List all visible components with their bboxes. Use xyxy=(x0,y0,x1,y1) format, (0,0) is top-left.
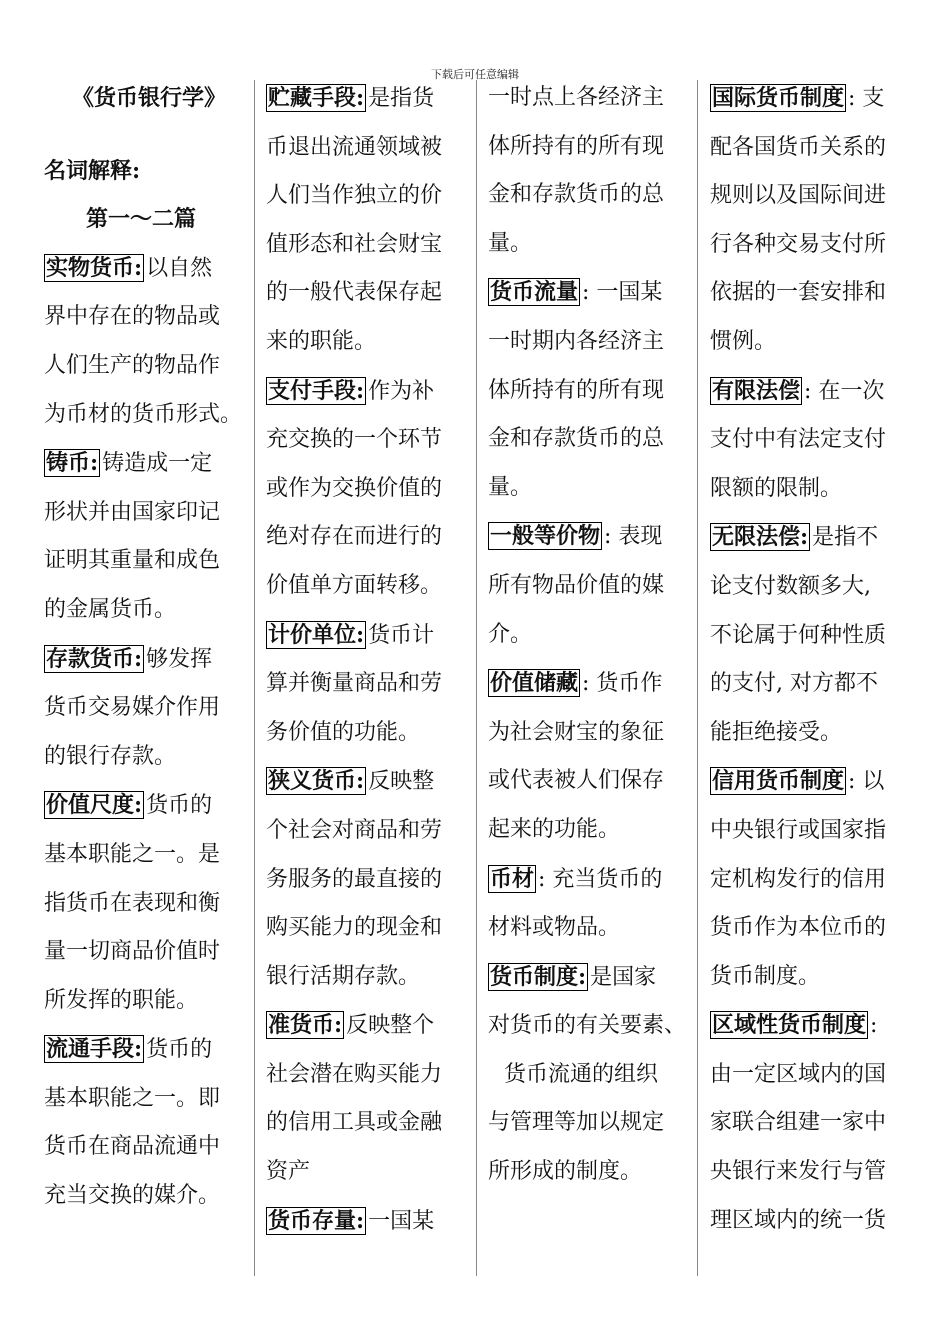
definition-line: 金和存款货币的总 xyxy=(488,182,665,208)
definition-line: 价值储藏 : 货币作 xyxy=(490,670,663,697)
definition-line: 的信用工具或金融 xyxy=(266,1110,443,1136)
definition-line: 人们生产的物品作 xyxy=(44,352,221,378)
definition-line: 国际货币制度 : 支 xyxy=(712,85,885,111)
definition-line: 货币在商品流通中 xyxy=(44,1134,221,1160)
definition-line: 行各种交易支付所 xyxy=(710,231,887,257)
definition-line: 值形态和社会财宝 xyxy=(266,231,443,257)
definition-line: 的金属货币。 xyxy=(44,596,177,622)
definition-line: 狭义货币: 反映整 xyxy=(268,768,435,795)
term-label: 国际货币制度 xyxy=(712,85,845,111)
definition-line: 货币流通的组织 xyxy=(504,1061,659,1087)
definition-line: 基本职能之一。即 xyxy=(44,1085,221,1111)
definition-line: 不论属于何种性质 xyxy=(710,622,887,648)
column-divider xyxy=(476,80,477,1276)
definition-line: 务价值的功能。 xyxy=(266,719,421,745)
definition-line: 价值尺度: 货币的 xyxy=(46,792,213,819)
definition-line: 个社会对商品和劳 xyxy=(266,817,443,843)
definition-line: 由一定区域内的国 xyxy=(710,1061,887,1087)
definition-line: 的银行存款。 xyxy=(44,743,177,769)
definition-line: 为币材的货币形式。 xyxy=(44,401,243,427)
definition-line: 家联合组建一家中 xyxy=(710,1110,887,1136)
term-label: 一般等价物 xyxy=(490,523,601,550)
definition-line: 量。 xyxy=(488,230,533,256)
definition-line: 计价单位: 货币计 xyxy=(268,621,435,648)
term-label: 无限法偿: xyxy=(712,524,809,551)
definition-line: 量一切商品价值时 xyxy=(44,939,221,965)
definition-line: 货币制度。 xyxy=(710,963,821,989)
term-label: 价值储藏 xyxy=(490,670,579,697)
definition-line: 支付中有法定支付 xyxy=(710,427,887,453)
definition-line: 量。 xyxy=(488,474,533,500)
definition-line: 或作为交换价值的 xyxy=(266,475,443,501)
definition-line: 绝对存在而进行的 xyxy=(266,524,443,550)
definition-line: 人们当作独立的价 xyxy=(266,183,443,209)
term-label: 存款货币: xyxy=(46,645,143,672)
term-label: 货币制度: xyxy=(490,963,587,990)
term-label: 准货币: xyxy=(268,1012,343,1039)
definition-line: 规则以及国际间进 xyxy=(710,183,887,209)
definition-line: 贮藏手段: 是指货 xyxy=(268,85,435,111)
definition-line: 配各国货币关系的 xyxy=(710,134,887,160)
definition-line: 币材 : 充当货币的 xyxy=(490,865,663,892)
definition-line: 铸币: 铸造成一定 xyxy=(46,450,213,477)
definition-line: 与管理等加以规定 xyxy=(488,1110,665,1136)
definition-line: 无限法偿: 是指不 xyxy=(712,524,879,551)
term-label: 支付手段: xyxy=(268,377,365,404)
definition-line: 央银行来发行与管 xyxy=(710,1159,887,1185)
definition-line: 的一般代表保存起 xyxy=(266,280,443,306)
definition-line: 充当交换的媒介。 xyxy=(44,1183,221,1209)
definition-line: 论支付数额多大, xyxy=(710,573,871,599)
definition-line: 形状并由国家印记 xyxy=(44,499,221,525)
term-label: 实物货币: xyxy=(46,254,143,281)
definition-line: 区域性货币制度 : xyxy=(712,1012,878,1039)
definition-line: 或代表被人们保存 xyxy=(488,768,665,794)
definition-line: 存款货币: 够发挥 xyxy=(46,645,213,672)
definition-line: 货币制度: 是国家 xyxy=(490,963,657,990)
term-label: 币材 xyxy=(490,865,535,892)
term-label: 信用货币制度 xyxy=(712,768,845,795)
definition-line: 基本职能之一。是 xyxy=(44,841,221,867)
definition-line: 起来的功能。 xyxy=(488,816,621,842)
term-label: 价值尺度: xyxy=(46,792,143,819)
definition-line: 货币作为本位币的 xyxy=(710,915,887,941)
definition-line: 实物货币: 以自然 xyxy=(46,254,213,281)
term-label: 计价单位: xyxy=(268,621,365,648)
definition-line: 信用货币制度 : 以 xyxy=(712,768,885,795)
term-label: 狭义货币: xyxy=(268,768,365,795)
term-label: 流通手段: xyxy=(46,1036,143,1063)
definition-line: 金和存款货币的总 xyxy=(488,426,665,452)
definition-line: 界中存在的物品或 xyxy=(44,304,221,330)
definition-line: 定机构发行的信用 xyxy=(710,866,887,892)
definition-line: 一般等价物 : 表现 xyxy=(490,523,663,550)
term-label: 区域性货币制度 xyxy=(712,1012,867,1039)
definition-line: 支付手段: 作为补 xyxy=(268,377,435,404)
definition-line: 充交换的一个环节 xyxy=(266,427,443,453)
definition-line: 购买能力的现金和 xyxy=(266,915,443,941)
definition-line: 货币流量 : 一国某 xyxy=(490,279,663,306)
definition-line: 惯例。 xyxy=(710,328,777,354)
document-title: 《货币银行学》 xyxy=(72,85,227,111)
definition-line: 资产 xyxy=(266,1159,311,1185)
definition-line: 一时点上各经济主 xyxy=(488,85,665,110)
definition-line: 来的职能。 xyxy=(266,328,377,354)
definition-line: 体所持有的所有现 xyxy=(488,377,665,403)
definition-line: 社会潜在购买能力 xyxy=(266,1061,443,1087)
column-1 xyxy=(44,74,244,1274)
column-divider xyxy=(697,80,698,1276)
definition-line: 货币存量: 一国某 xyxy=(268,1207,435,1234)
definition-line: 银行活期存款。 xyxy=(266,963,421,989)
column-4 xyxy=(710,74,906,1274)
term-label: 货币流量 xyxy=(490,279,579,306)
definition-line: 限额的限制。 xyxy=(710,475,843,501)
definition-line: 指货币在表现和衡 xyxy=(44,890,221,916)
definition-line: 的支付, 对方都不 xyxy=(710,671,878,697)
term-label: 有限法偿 xyxy=(712,377,801,404)
definition-line: 对货币的有关要素、 xyxy=(488,1013,687,1039)
definition-line: 中央银行或国家指 xyxy=(710,817,887,843)
definition-line: 依据的一套安排和 xyxy=(710,280,887,306)
section-label: 名词解释: xyxy=(44,157,141,184)
definition-line: 所有物品价值的媒 xyxy=(488,572,665,598)
definition-line: 准货币: 反映整个 xyxy=(268,1012,435,1039)
column-3 xyxy=(488,74,688,1274)
definition-line: 所发挥的职能。 xyxy=(44,987,199,1013)
term-label: 贮藏手段: xyxy=(268,85,365,111)
header-note: 下载后可任意编辑 xyxy=(431,68,519,81)
definition-line: 一时期内各经济主 xyxy=(488,328,665,354)
definition-line: 价值单方面转移。 xyxy=(266,572,443,598)
definition-line: 货币交易媒介作用 xyxy=(44,695,221,721)
definition-line: 体所持有的所有现 xyxy=(488,133,665,159)
definition-line: 务服务的最直接的 xyxy=(266,866,443,892)
definition-line: 能拒绝接受。 xyxy=(710,719,843,745)
chapter-heading: 第一～二篇 xyxy=(86,206,197,233)
definition-line: 币退出流通领域被 xyxy=(266,134,443,160)
definition-line: 材料或物品。 xyxy=(488,915,621,941)
definition-line: 算并衡量商品和劳 xyxy=(266,671,443,697)
term-label: 铸币: xyxy=(46,450,99,477)
definition-line: 流通手段: 货币的 xyxy=(46,1036,213,1063)
definition-line: 介。 xyxy=(488,621,533,647)
definition-line: 证明其重量和成色 xyxy=(44,548,221,574)
column-divider xyxy=(254,80,255,1276)
term-label: 货币存量: xyxy=(268,1207,365,1234)
column-2 xyxy=(266,74,466,1274)
definition-line: 理区域内的统一货 xyxy=(710,1207,887,1233)
definition-line: 为社会财宝的象征 xyxy=(488,719,665,745)
definition-line: 有限法偿 : 在一次 xyxy=(712,377,885,404)
definition-line: 所形成的制度。 xyxy=(488,1159,643,1185)
